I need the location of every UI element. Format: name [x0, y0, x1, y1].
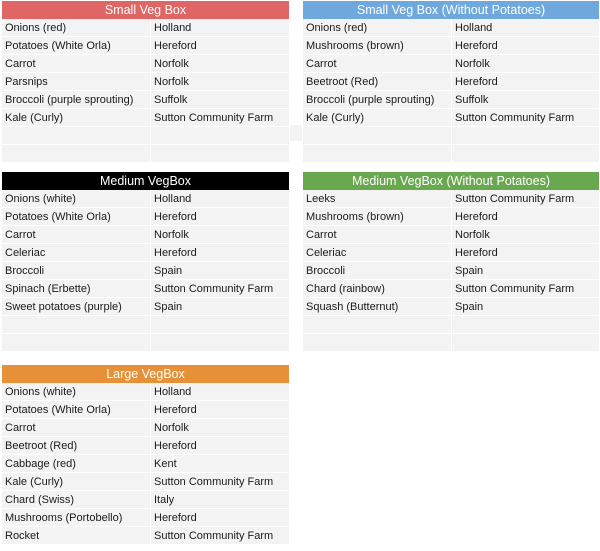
item-cell: Broccoli — [303, 262, 452, 279]
origin-cell: Hereford — [154, 512, 197, 524]
table-row — [303, 226, 599, 244]
origin-cell: Hereford — [455, 40, 498, 52]
table-row — [2, 419, 289, 437]
table-row — [303, 190, 599, 208]
veg-box-table — [303, 1, 599, 163]
origin-cell: Hereford — [154, 404, 197, 416]
box-title: Medium VegBox (Without Potatoes) — [303, 172, 599, 190]
table-row — [303, 262, 599, 280]
table-row — [2, 55, 289, 73]
origin-cell: Norfolk — [455, 229, 490, 241]
item-cell: Chard (rainbow) — [303, 280, 452, 297]
origin-cell: Hereford — [154, 40, 197, 52]
table-row — [2, 437, 289, 455]
table-row — [2, 509, 289, 527]
item-cell: Beetroot (Red) — [303, 73, 452, 90]
origin-cell: Sutton Community Farm — [154, 283, 274, 295]
origin-cell: Spain — [455, 301, 484, 313]
item-cell: Mushrooms (brown) — [303, 37, 452, 54]
origin-cell: Sutton Community Farm — [154, 476, 274, 488]
item-cell: Carrot — [303, 55, 452, 72]
origin-cell: Suffolk — [154, 94, 188, 106]
table-row — [2, 37, 289, 55]
item-cell: Cabbage (red) — [2, 455, 151, 472]
item-cell — [2, 316, 151, 333]
origin-cell: Hereford — [455, 76, 498, 88]
item-cell: Onions (white) — [2, 383, 151, 400]
origin-cell: Holland — [154, 22, 192, 34]
origin-cell: Spain — [154, 265, 183, 277]
origin-cell: Norfolk — [154, 229, 189, 241]
item-cell: Chard (Swiss) — [2, 491, 151, 508]
table-row — [2, 208, 289, 226]
item-cell: Kale (Curly) — [2, 473, 151, 490]
box-title: Medium VegBox — [2, 172, 289, 190]
origin-cell: Hereford — [154, 247, 197, 259]
item-cell: Potatoes (White Orla) — [2, 37, 151, 54]
table-row — [303, 298, 599, 316]
origin-cell: Sutton Community Farm — [455, 193, 575, 205]
item-cell: Mushrooms (Portobello) — [2, 509, 151, 526]
item-cell — [2, 145, 151, 162]
origin-cell: Hereford — [154, 440, 197, 452]
item-cell: Onions (white) — [2, 190, 151, 207]
origin-cell — [452, 145, 599, 162]
table-row — [303, 316, 599, 334]
origin-cell: Sutton Community Farm — [154, 530, 274, 542]
item-cell: Carrot — [2, 419, 151, 436]
origin-cell — [151, 316, 289, 333]
table-row — [303, 280, 599, 298]
origin-cell — [151, 127, 289, 144]
origin-cell: Italy — [154, 494, 175, 506]
item-cell: Broccoli — [2, 262, 151, 279]
item-cell: Beetroot (Red) — [2, 437, 151, 454]
box-title: Small Veg Box (Without Potatoes) — [303, 1, 599, 19]
table-row — [303, 334, 599, 352]
item-cell — [2, 334, 151, 351]
table-row — [2, 190, 289, 208]
origin-cell — [452, 334, 599, 351]
origin-cell: Suffolk — [455, 94, 489, 106]
item-cell: Carrot — [303, 226, 452, 243]
table-row — [303, 127, 599, 145]
item-cell: Leeks — [303, 190, 452, 207]
origin-cell: Norfolk — [455, 58, 490, 70]
origin-cell: Hereford — [455, 247, 498, 259]
item-cell: Potatoes (White Orla) — [2, 401, 151, 418]
origin-cell — [452, 316, 599, 333]
table-row — [303, 73, 599, 91]
table-row — [303, 244, 599, 262]
item-cell: Onions (red) — [2, 19, 151, 36]
item-cell — [2, 127, 151, 144]
table-row — [2, 473, 289, 491]
item-cell: Onions (red) — [303, 19, 452, 36]
item-cell: Celeriac — [303, 244, 452, 261]
item-cell: Carrot — [2, 226, 151, 243]
item-cell: Celeriac — [2, 244, 151, 261]
item-cell: Mushrooms (brown) — [303, 208, 452, 225]
item-cell: Spinach (Erbette) — [2, 280, 151, 297]
item-cell — [303, 127, 452, 144]
table-row — [2, 401, 289, 419]
origin-cell: Spain — [455, 265, 484, 277]
origin-cell: Hereford — [455, 211, 498, 223]
table-row — [2, 91, 289, 109]
item-cell: Squash (Butternut) — [303, 298, 452, 315]
box-title: Small Veg Box — [2, 1, 289, 19]
table-row — [2, 455, 289, 473]
table-row — [303, 19, 599, 37]
origin-cell: Norfolk — [154, 76, 189, 88]
item-cell: Broccoli (purple sprouting) — [303, 91, 452, 108]
veg-box-table — [303, 172, 599, 352]
table-row — [2, 316, 289, 334]
table-row — [2, 73, 289, 91]
table-row — [2, 127, 289, 145]
item-cell — [303, 334, 452, 351]
item-cell: Kale (Curly) — [303, 109, 452, 126]
table-row — [2, 262, 289, 280]
veg-box-table — [2, 1, 289, 163]
item-cell: Kale (Curly) — [2, 109, 151, 126]
table-row — [303, 55, 599, 73]
origin-cell: Hereford — [154, 211, 197, 223]
table-row — [2, 491, 289, 509]
table-row — [2, 298, 289, 316]
item-cell: Rocket — [2, 527, 151, 544]
item-cell: Potatoes (White Orla) — [2, 208, 151, 225]
blank-cell — [290, 125, 302, 141]
table-row — [2, 383, 289, 401]
origin-cell: Holland — [154, 386, 192, 398]
table-row — [2, 334, 289, 352]
veg-box-table — [2, 365, 289, 545]
origin-cell: Spain — [154, 301, 183, 313]
table-row — [2, 145, 289, 163]
origin-cell: Kent — [154, 458, 177, 470]
item-cell — [303, 145, 452, 162]
item-cell — [303, 316, 452, 333]
item-cell: Parsnips — [2, 73, 151, 90]
table-row — [303, 91, 599, 109]
box-title: Large VegBox — [2, 365, 289, 383]
table-row — [2, 19, 289, 37]
table-row — [303, 37, 599, 55]
table-row — [303, 208, 599, 226]
table-row — [303, 109, 599, 127]
table-row — [2, 109, 289, 127]
table-row — [2, 226, 289, 244]
origin-cell: Sutton Community Farm — [455, 283, 575, 295]
item-cell: Broccoli (purple sprouting) — [2, 91, 151, 108]
table-row — [303, 145, 599, 163]
table-row — [2, 244, 289, 262]
origin-cell: Holland — [154, 193, 192, 205]
origin-cell: Sutton Community Farm — [154, 112, 274, 124]
table-row — [2, 280, 289, 298]
item-cell: Carrot — [2, 55, 151, 72]
table-row — [2, 527, 289, 545]
veg-box-table — [2, 172, 289, 352]
origin-cell — [151, 145, 289, 162]
origin-cell: Norfolk — [154, 422, 189, 434]
item-cell: Sweet potatoes (purple) — [2, 298, 151, 315]
origin-cell — [452, 127, 599, 144]
origin-cell — [151, 334, 289, 351]
origin-cell: Holland — [455, 22, 493, 34]
origin-cell: Sutton Community Farm — [455, 112, 575, 124]
origin-cell: Norfolk — [154, 58, 189, 70]
